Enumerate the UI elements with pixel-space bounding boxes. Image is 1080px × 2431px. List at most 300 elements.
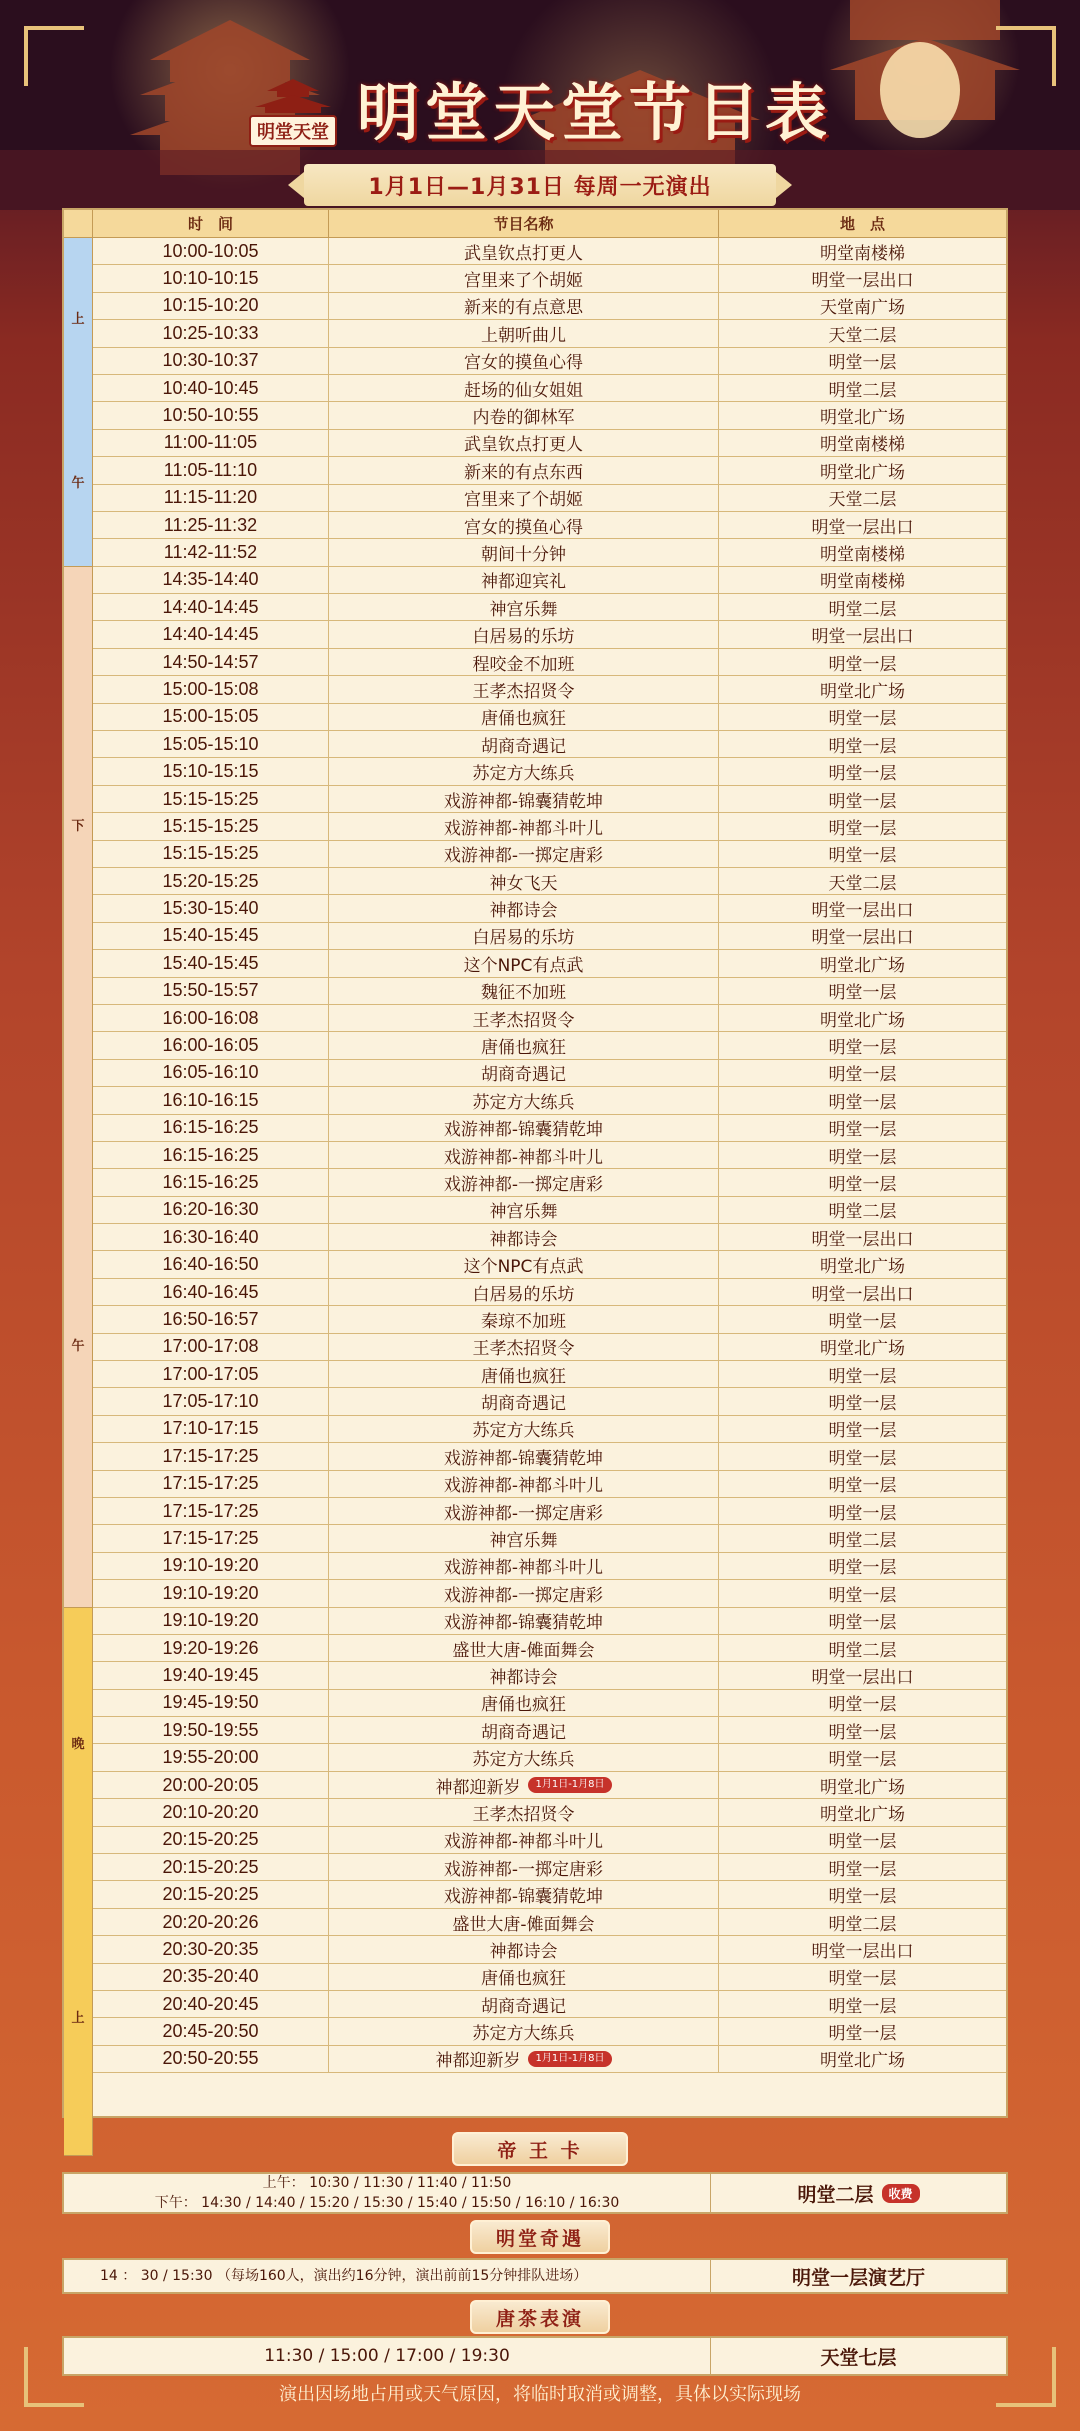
emperor-card-row <box>62 2172 1008 2214</box>
time-cell: 10:25-10:33 <box>93 320 329 346</box>
time-cell: 11:42-11:52 <box>93 539 329 565</box>
program-name: 神都诗会 <box>489 1229 558 1250</box>
table-row <box>93 1279 1006 1306</box>
table-row <box>93 1334 1006 1361</box>
program-name: 这个NPC有点武 <box>463 1257 584 1278</box>
location-cell: 明堂一层 <box>828 1996 897 2017</box>
location-cell: 明堂一层 <box>828 1558 897 1579</box>
table-row <box>93 485 1006 512</box>
table-row <box>93 1744 1006 1771</box>
table-row <box>93 238 1006 265</box>
location-cell: 明堂一层 <box>828 1832 897 1853</box>
program-name: 唐俑也疯狂 <box>481 709 566 730</box>
location-cell: 明堂一层 <box>828 818 897 839</box>
program-name-cell <box>329 1005 719 1031</box>
program-name: 戏游神都-锦囊猜乾坤 <box>443 791 604 812</box>
location-cell: 明堂一层 <box>828 1585 897 1606</box>
table-row <box>93 1854 1006 1881</box>
time-cell: 10:10-10:15 <box>93 265 329 291</box>
program-name: 戏游神都-一掷定唐彩 <box>443 1503 604 1524</box>
table-row <box>93 1799 1006 1826</box>
time-cell: 17:15-17:25 <box>93 1525 329 1551</box>
table-row <box>93 895 1006 922</box>
program-name-cell <box>329 950 719 976</box>
program-name: 内卷的御林军 <box>472 408 575 429</box>
program-name-cell <box>329 1443 719 1469</box>
table-row <box>93 1471 1006 1498</box>
time-cell: 19:10-19:20 <box>93 1580 329 1606</box>
time-cell: 20:15-20:25 <box>93 1827 329 1853</box>
time-cell: 19:55-20:00 <box>93 1744 329 1770</box>
program-name-cell <box>329 594 719 620</box>
footer-note: 演出因场地占用或天气原因，将临时取消或调整，具体以实际现场 <box>279 2384 801 2405</box>
program-name: 戏游神都-一掷定唐彩 <box>443 1859 604 1880</box>
time-cell: 17:15-17:25 <box>93 1471 329 1497</box>
program-name: 白居易的乐坊 <box>472 928 575 949</box>
page-title: 明堂天堂节目表 <box>356 75 833 149</box>
table-row <box>93 1772 1006 1799</box>
time-cell: 16:20-16:30 <box>93 1197 329 1223</box>
location-cell: 明堂一层 <box>828 846 897 867</box>
location-cell: 明堂一层 <box>828 791 897 812</box>
program-name: 苏定方大练兵 <box>472 1421 575 1442</box>
program-name: 胡商奇遇记 <box>481 1996 566 2017</box>
encounter-location: 明堂一层演艺厅 <box>791 2266 925 2289</box>
table-row <box>93 539 1006 566</box>
program-name: 苏定方大练兵 <box>472 764 575 785</box>
program-name: 秦琼不加班 <box>481 1311 566 1332</box>
location-cell: 明堂一层 <box>828 1092 897 1113</box>
time-cell: 16:15-16:25 <box>93 1115 329 1141</box>
program-name-cell <box>329 923 719 949</box>
table-row <box>93 1115 1006 1142</box>
table-row <box>93 1306 1006 1333</box>
name-header: 节目名称 <box>329 210 719 237</box>
time-cell: 15:20-15:25 <box>93 868 329 894</box>
program-name-cell <box>329 1690 719 1716</box>
program-name-cell <box>329 1251 719 1277</box>
location-cell: 明堂一层 <box>828 2024 897 2045</box>
table-row <box>93 1553 1006 1580</box>
table-row <box>93 978 1006 1005</box>
program-name: 苏定方大练兵 <box>472 1750 575 1771</box>
program-name-cell <box>329 1772 719 1798</box>
location-cell: 明堂北广场 <box>820 462 905 483</box>
table-row <box>93 868 1006 895</box>
table-row <box>93 2018 1006 2045</box>
location-cell: 明堂二层 <box>828 599 897 620</box>
time-cell: 15:15-15:25 <box>93 841 329 867</box>
location-cell: 明堂一层出口 <box>811 1941 914 1962</box>
location-cell: 明堂一层 <box>828 1476 897 1497</box>
location-cell: 明堂北广场 <box>820 1010 905 1031</box>
emperor-card-am-times: 上午： 10:30 / 11:30 / 11:40 / 11:50 <box>262 2175 512 2191</box>
time-cell: 15:05-15:10 <box>93 731 329 757</box>
logo-text: 明堂天堂 <box>249 115 337 147</box>
table-row <box>93 704 1006 731</box>
time-cell: 10:15-10:20 <box>93 293 329 319</box>
location-cell: 明堂一层 <box>828 764 897 785</box>
program-name-cell <box>329 512 719 538</box>
program-name-cell <box>329 1279 719 1305</box>
location-cell: 明堂一层 <box>828 1503 897 1524</box>
table-row <box>93 1498 1006 1525</box>
program-name: 宫女的摸鱼心得 <box>464 517 583 538</box>
program-name-cell <box>329 265 719 291</box>
tea-show-location: 天堂七层 <box>820 2346 897 2369</box>
logo <box>247 67 339 147</box>
table-row <box>93 320 1006 347</box>
table-row <box>93 813 1006 840</box>
table-row <box>93 2046 1006 2073</box>
period-label-pm <box>64 567 93 1608</box>
table-row <box>93 457 1006 484</box>
location-cell: 明堂北广场 <box>820 1257 905 1278</box>
time-cell: 20:10-20:20 <box>93 1799 329 1825</box>
table-row <box>93 567 1006 594</box>
location-cell: 明堂南楼梯 <box>820 243 905 264</box>
program-name: 朝间十分钟 <box>481 544 566 565</box>
program-name-cell <box>329 1553 719 1579</box>
location-cell: 明堂一层 <box>828 1722 897 1743</box>
program-name-cell <box>329 813 719 839</box>
time-cell: 20:30-20:35 <box>93 1936 329 1962</box>
table-row <box>93 1361 1006 1388</box>
time-cell: 20:20-20:26 <box>93 1909 329 1935</box>
location-cell: 明堂二层 <box>828 1914 897 1935</box>
program-name-cell <box>329 375 719 401</box>
location-cell: 明堂一层 <box>828 1038 897 1059</box>
program-name: 宫女的摸鱼心得 <box>464 353 583 374</box>
time-cell: 11:05-11:10 <box>93 457 329 483</box>
program-name: 胡商奇遇记 <box>481 736 566 757</box>
time-cell: 17:00-17:08 <box>93 1334 329 1360</box>
program-name: 神宫乐舞 <box>489 1202 558 1223</box>
program-name: 盛世大唐-傩面舞会 <box>452 1640 595 1661</box>
location-cell: 明堂一层 <box>828 1695 897 1716</box>
table-row <box>93 1087 1006 1114</box>
program-name: 神都诗会 <box>489 1668 558 1688</box>
location-cell: 明堂一层 <box>828 736 897 757</box>
program-name: 神宫乐舞 <box>489 599 558 620</box>
time-cell: 10:50-10:55 <box>93 402 329 428</box>
location-cell: 明堂一层出口 <box>811 271 914 292</box>
location-cell: 明堂一层出口 <box>811 517 914 538</box>
program-name-cell <box>329 841 719 867</box>
table-row <box>93 1443 1006 1470</box>
emperor-card-title: 帝 王 卡 <box>452 2132 628 2166</box>
program-name: 宫里来了个胡姬 <box>464 490 583 511</box>
period-char: 午 <box>71 476 85 492</box>
location-cell: 明堂一层 <box>828 1421 897 1442</box>
time-cell: 17:00-17:05 <box>93 1361 329 1387</box>
location-cell: 明堂一层 <box>828 1366 897 1387</box>
location-cell: 明堂二层 <box>828 1531 897 1552</box>
location-cell: 明堂一层出口 <box>811 1668 914 1688</box>
program-name: 苏定方大练兵 <box>472 2024 575 2045</box>
time-cell: 16:10-16:15 <box>93 1087 329 1113</box>
program-name: 戏游神都-一掷定唐彩 <box>443 846 604 867</box>
time-cell: 20:15-20:25 <box>93 1881 329 1907</box>
time-cell: 15:00-15:08 <box>93 676 329 702</box>
table-row <box>93 841 1006 868</box>
program-name-cell <box>329 1142 719 1168</box>
program-name: 戏游神都-神都斗叶儿 <box>443 1147 604 1168</box>
program-name-cell <box>329 1608 719 1634</box>
table-row <box>93 430 1006 457</box>
time-cell: 16:15-16:25 <box>93 1169 329 1195</box>
table-row <box>93 1608 1006 1635</box>
header <box>0 62 1080 152</box>
table-row <box>93 1662 1006 1689</box>
program-name-cell <box>329 1854 719 1880</box>
program-name-cell <box>329 1115 719 1141</box>
time-cell: 20:35-20:40 <box>93 1964 329 1990</box>
date-range-banner: 1月1日—1月31日 每周一无演出 <box>304 164 776 206</box>
program-name-cell <box>329 238 719 264</box>
table-row <box>93 265 1006 292</box>
table-row <box>93 1416 1006 1443</box>
program-name: 程咬金不加班 <box>472 654 575 675</box>
table-row <box>93 348 1006 375</box>
program-name: 神都迎新岁 <box>435 2051 521 2072</box>
time-cell: 15:15-15:25 <box>93 786 329 812</box>
encounter-title: 明堂奇遇 <box>470 2220 610 2254</box>
program-name-cell <box>329 1032 719 1058</box>
tea-show-times: 11:30 / 15:00 / 17:00 / 19:30 <box>264 2346 510 2366</box>
program-name-cell <box>329 1662 719 1688</box>
period-char: 上 <box>71 2010 85 2026</box>
table-row <box>93 402 1006 429</box>
location-cell: 明堂一层 <box>828 1174 897 1195</box>
program-name: 戏游神都-神都斗叶儿 <box>443 818 604 839</box>
period-label-am <box>64 238 93 567</box>
program-name-cell <box>329 320 719 346</box>
program-name-cell <box>329 1827 719 1853</box>
table-row <box>93 1388 1006 1415</box>
program-name-cell <box>329 1717 719 1743</box>
program-name-cell <box>329 1060 719 1086</box>
program-name-cell <box>329 1964 719 1990</box>
program-name-cell <box>329 758 719 784</box>
table-row <box>93 1525 1006 1552</box>
program-name-cell <box>329 1580 719 1606</box>
program-name: 魏征不加班 <box>481 983 566 1004</box>
table-row <box>93 649 1006 676</box>
time-cell: 19:45-19:50 <box>93 1690 329 1716</box>
program-name-cell <box>329 786 719 812</box>
program-name-cell <box>329 649 719 675</box>
program-name-cell <box>329 1498 719 1524</box>
time-cell: 11:15-11:20 <box>93 485 329 511</box>
time-cell: 17:15-17:25 <box>93 1498 329 1524</box>
time-cell: 19:50-19:55 <box>93 1717 329 1743</box>
time-cell: 15:15-15:25 <box>93 813 329 839</box>
time-cell: 14:50-14:57 <box>93 649 329 675</box>
time-cell: 20:40-20:45 <box>93 1991 329 2017</box>
table-row <box>93 731 1006 758</box>
location-cell: 明堂北广场 <box>820 408 905 429</box>
location-cell: 明堂一层出口 <box>811 1229 914 1250</box>
emperor-card-pm-times: 下午： 14:30 / 14:40 / 15:20 / 15:30 / 15:40 / 15:50 / 16:10 / 16:30 <box>154 2195 620 2211</box>
location-cell: 明堂二层 <box>828 1202 897 1223</box>
program-name-cell <box>329 430 719 456</box>
program-name-cell <box>329 293 719 319</box>
program-name: 白居易的乐坊 <box>472 1284 575 1305</box>
table-row <box>93 1197 1006 1224</box>
program-name: 武皇钦点打更人 <box>464 435 583 456</box>
location-cell: 明堂一层 <box>828 353 897 374</box>
location-cell: 明堂一层 <box>828 1120 897 1141</box>
location-cell: 明堂二层 <box>828 380 897 401</box>
table-row <box>93 1881 1006 1908</box>
program-name: 胡商奇遇记 <box>481 1722 566 1743</box>
program-name: 戏游神都-锦囊猜乾坤 <box>443 1120 604 1141</box>
time-cell: 15:50-15:57 <box>93 978 329 1004</box>
program-name-cell <box>329 1306 719 1332</box>
time-cell: 19:20-19:26 <box>93 1635 329 1661</box>
time-cell: 17:15-17:25 <box>93 1443 329 1469</box>
location-cell: 明堂一层 <box>828 1394 897 1415</box>
program-name-cell <box>329 868 719 894</box>
location-cell: 明堂一层 <box>828 709 897 730</box>
date-tag-badge: 1月1日-1月8日 <box>528 1777 611 1793</box>
program-name-cell <box>329 457 719 483</box>
program-name-cell <box>329 1388 719 1414</box>
program-name: 宫里来了个胡姬 <box>464 271 583 292</box>
location-cell: 明堂一层 <box>828 1969 897 1990</box>
program-name-cell <box>329 485 719 511</box>
time-cell: 10:30-10:37 <box>93 348 329 374</box>
table-row <box>93 1251 1006 1278</box>
location-cell: 天堂南广场 <box>820 298 905 319</box>
time-cell: 20:15-20:25 <box>93 1854 329 1880</box>
table-row <box>93 512 1006 539</box>
program-name: 武皇钦点打更人 <box>464 243 583 264</box>
location-cell: 明堂南楼梯 <box>820 544 905 565</box>
table-row <box>93 1936 1006 1963</box>
schedule-table <box>62 208 1008 2118</box>
tea-show-row <box>62 2336 1008 2376</box>
location-cell: 明堂北广场 <box>820 955 905 976</box>
table-header <box>64 210 1006 238</box>
location-cell: 明堂一层 <box>828 1065 897 1086</box>
time-cell: 16:15-16:25 <box>93 1142 329 1168</box>
time-cell: 10:40-10:45 <box>93 375 329 401</box>
program-name-cell <box>329 1416 719 1442</box>
time-cell: 10:00-10:05 <box>93 238 329 264</box>
location-cell: 明堂一层 <box>828 1887 897 1908</box>
time-cell: 16:00-16:05 <box>93 1032 329 1058</box>
time-cell: 15:10-15:15 <box>93 758 329 784</box>
program-name: 神都迎宾礼 <box>481 572 566 593</box>
location-cell: 明堂北广场 <box>820 681 905 702</box>
program-name-cell <box>329 1909 719 1935</box>
location-cell: 明堂一层 <box>828 983 897 1004</box>
tea-show-title: 唐茶表演 <box>470 2300 610 2334</box>
table-row <box>93 923 1006 950</box>
location-cell: 明堂一层 <box>828 1448 897 1469</box>
time-cell: 16:40-16:45 <box>93 1279 329 1305</box>
program-name: 神宫乐舞 <box>489 1531 558 1552</box>
location-cell: 明堂一层出口 <box>811 627 914 648</box>
program-name: 王孝杰招贤令 <box>472 681 575 702</box>
program-name-cell <box>329 1169 719 1195</box>
program-name: 王孝杰招贤令 <box>472 1010 575 1031</box>
location-cell: 明堂北广场 <box>820 2051 905 2072</box>
program-name-cell <box>329 2018 719 2044</box>
program-name-cell <box>329 621 719 647</box>
table-row <box>93 1717 1006 1744</box>
time-cell: 14:40-14:45 <box>93 621 329 647</box>
program-name: 神女飞天 <box>489 873 558 894</box>
time-cell: 16:50-16:57 <box>93 1306 329 1332</box>
table-row <box>93 375 1006 402</box>
time-cell: 20:50-20:55 <box>93 2046 329 2072</box>
location-cell: 明堂北广场 <box>820 1339 905 1360</box>
table-row <box>93 1635 1006 1662</box>
program-name-cell <box>329 1197 719 1223</box>
program-name: 王孝杰招贤令 <box>472 1804 575 1825</box>
program-name-cell <box>329 1936 719 1962</box>
program-name: 这个NPC有点武 <box>463 955 584 976</box>
time-cell: 11:25-11:32 <box>93 512 329 538</box>
location-cell: 明堂一层出口 <box>811 928 914 949</box>
program-name: 上朝听曲儿 <box>481 325 566 346</box>
program-name: 赶场的仙女姐姐 <box>464 380 583 401</box>
table-row <box>93 1580 1006 1607</box>
table-row <box>93 1991 1006 2018</box>
program-name: 神都迎新岁 <box>435 1777 521 1798</box>
program-name: 苏定方大练兵 <box>472 1092 575 1113</box>
table-row <box>93 594 1006 621</box>
program-name: 唐俑也疯狂 <box>481 1969 566 1990</box>
time-cell: 19:10-19:20 <box>93 1553 329 1579</box>
program-name-cell <box>329 402 719 428</box>
time-cell: 15:40-15:45 <box>93 923 329 949</box>
location-cell: 明堂一层 <box>828 1311 897 1332</box>
location-cell: 明堂南楼梯 <box>820 435 905 456</box>
time-cell: 17:05-17:10 <box>93 1388 329 1414</box>
location-cell: 明堂一层 <box>828 654 897 675</box>
program-name: 胡商奇遇记 <box>481 1065 566 1086</box>
period-char: 晚 <box>71 1737 85 1753</box>
location-cell: 明堂一层出口 <box>811 1284 914 1305</box>
location-cell: 天堂二层 <box>828 873 897 894</box>
program-name-cell <box>329 676 719 702</box>
table-row <box>93 1032 1006 1059</box>
program-name: 戏游神都-一掷定唐彩 <box>443 1585 604 1606</box>
table-row <box>93 1964 1006 1991</box>
location-header: 地 点 <box>839 215 885 233</box>
location-cell: 明堂一层出口 <box>811 901 914 922</box>
table-row <box>93 786 1006 813</box>
table-row <box>93 1224 1006 1251</box>
program-name-cell <box>329 348 719 374</box>
time-cell: 15:40-15:45 <box>93 950 329 976</box>
fee-badge: 收费 <box>882 2184 920 2203</box>
program-name: 戏游神都-神都斗叶儿 <box>443 1476 604 1497</box>
time-cell: 16:00-16:08 <box>93 1005 329 1031</box>
program-name-cell <box>329 2046 719 2072</box>
program-name: 戏游神都-神都斗叶儿 <box>443 1832 604 1853</box>
program-name-cell <box>329 704 719 730</box>
time-header: 时 间 <box>93 210 329 237</box>
table-row <box>93 1060 1006 1087</box>
program-name: 新来的有点东西 <box>464 462 583 483</box>
schedule-rows <box>93 238 1006 2156</box>
table-row <box>93 1827 1006 1854</box>
